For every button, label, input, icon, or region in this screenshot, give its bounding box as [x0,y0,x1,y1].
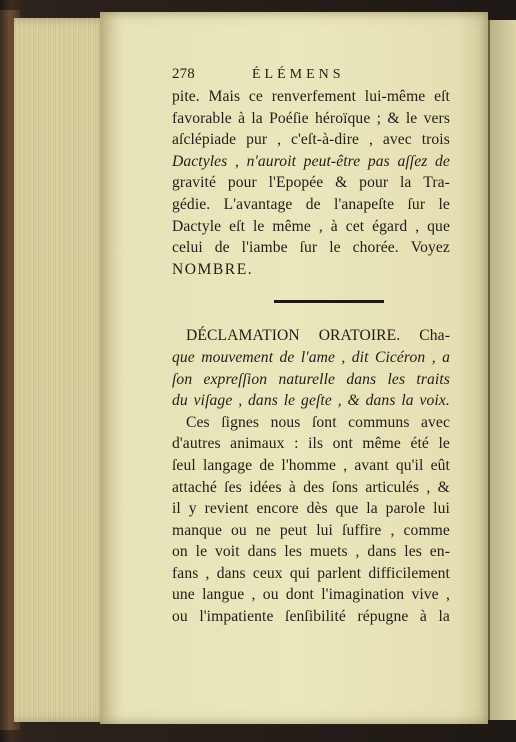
section-divider [274,300,384,303]
page-text [172,62,450,628]
text-line: ſon expreſſion naturelle dans les traits [172,370,450,388]
text-line: ſeul langage de l'homme , avant qu'il eût [172,456,450,474]
text-line: il y revient encore dès que la parole lui [172,500,450,518]
text-line: d'autres animaux : ils ont même été le [172,435,450,453]
text-line: Dactyle eſt le même , à cet égard , que [172,217,450,235]
text-line: favorable à la Poéſie héroïque ; & le vers [172,109,450,127]
text-line: celui de l'iambe ſur le chorée. Voyez [172,239,450,257]
facing-page-edge [488,20,516,720]
page-edges [8,18,110,722]
paragraph-top [172,86,450,280]
text-line: Ces ſignes nous ſont communs avec [186,413,450,431]
text-line: gravité pour l'Epopée & pour la Tra- [172,174,450,192]
text-line: on le voit dans les muets , dans les en- [172,543,450,561]
page-header [172,62,450,86]
text-line: une langue , ou dont l'imagination vive , [172,586,450,604]
text-line: du viſage , dans le geſte , & dans la voix. [172,392,450,410]
text-line: ou l'impatiente ſenſibilité répugne à la [172,608,450,626]
page-number: 278 [172,66,195,82]
text-line: gédie. L'avantage de l'anapeſte ſur le [172,195,450,213]
entry-heading-line: DÉCLAMATION ORATOIRE. Cha- [186,327,450,345]
text-line: que mouvement de l'ame , dit Cicéron , a [172,348,450,366]
text-line: Dactyles , n'auroit peut-être pas aſſez de [172,152,450,170]
running-head: ÉLÉMENS [252,67,345,82]
book-page [100,12,488,724]
text-line: aſclépiade pur , c'eſt-à-dire , avec trois [172,131,450,149]
text-line: fans , dans ceux qui parlent difficilement [172,564,450,582]
text-line: manque ou ne peut lui ſuffire , comme [172,521,450,539]
text-line-cross-reference: NOMBRE. [172,260,254,278]
text-line: pite. Mais ce renverfement lui-même eſt [172,88,450,105]
paragraph-declamation [172,325,450,627]
text-line: attaché ſes idées à des ſons articulés , & [172,478,450,496]
